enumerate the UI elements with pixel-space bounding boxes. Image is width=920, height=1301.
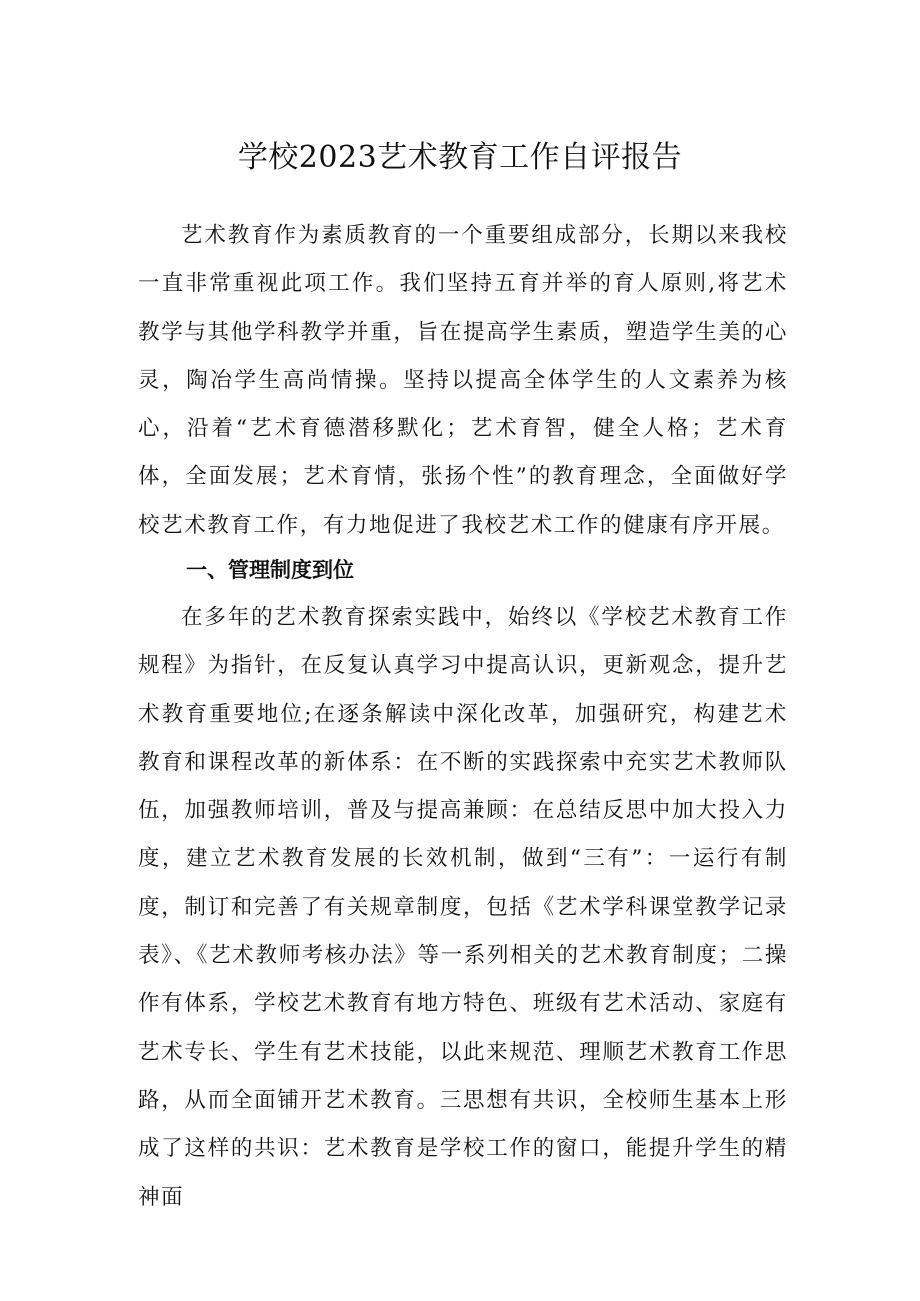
section-heading: 一、管理制度到位 <box>186 558 354 582</box>
intro-paragraph: 艺术教育作为素质教育的一个重要组成部分，长期以来我校一直非常重视此项工作。我们坚持五育并举的育人原则,将艺术教学与其他学科教学并重，旨在提高学生素质，塑造学生美的心灵，陶冶学生高尚情操。坚持以提高全体学生的人文素养为核心，沿着“艺术育德潜移默化；艺术育智，健全人格；艺术育体，全面发展；艺术育情，张扬个性”的教育理念，全面做好学校艺术教育工作，有力地促进了我校艺术工作的健康有序开展。 <box>138 223 788 538</box>
section-paragraph: 在多年的艺术教育探索实践中，始终以《学校艺术教育工作规程》为指针，在反复认真学习中提高认识，更新观念，提升艺术教育重要地位;在逐条解读中深化改革，加强研究，构建艺术教育和课程改革的新体系：在不断的实践探索中充实艺术教师队伍，加强教师培训，普及与提高兼顾：在总结反思中加大投入力度，建立艺术教育发展的长效机制，做到“三有”：一运行有制度，制订和完善了有关规章制度，包括《艺术学科课堂教学记录表》、《艺术教师考核办法》等一系列相关的艺术教育制度；二操作有体系，学校艺术教育有地方特色、班级有艺术活动、家庭有艺术专长、学生有艺术技能，以此来规范、理顺艺术教育工作思路，从而全面铺开艺术教育。三思想有共识，全校师生基本上形成了这样的共识：艺术教育是学校工作的窗口，能提升学生的精神面 <box>138 605 788 1210</box>
document-title: 学校2023艺术教育工作自评报告 <box>237 140 683 175</box>
